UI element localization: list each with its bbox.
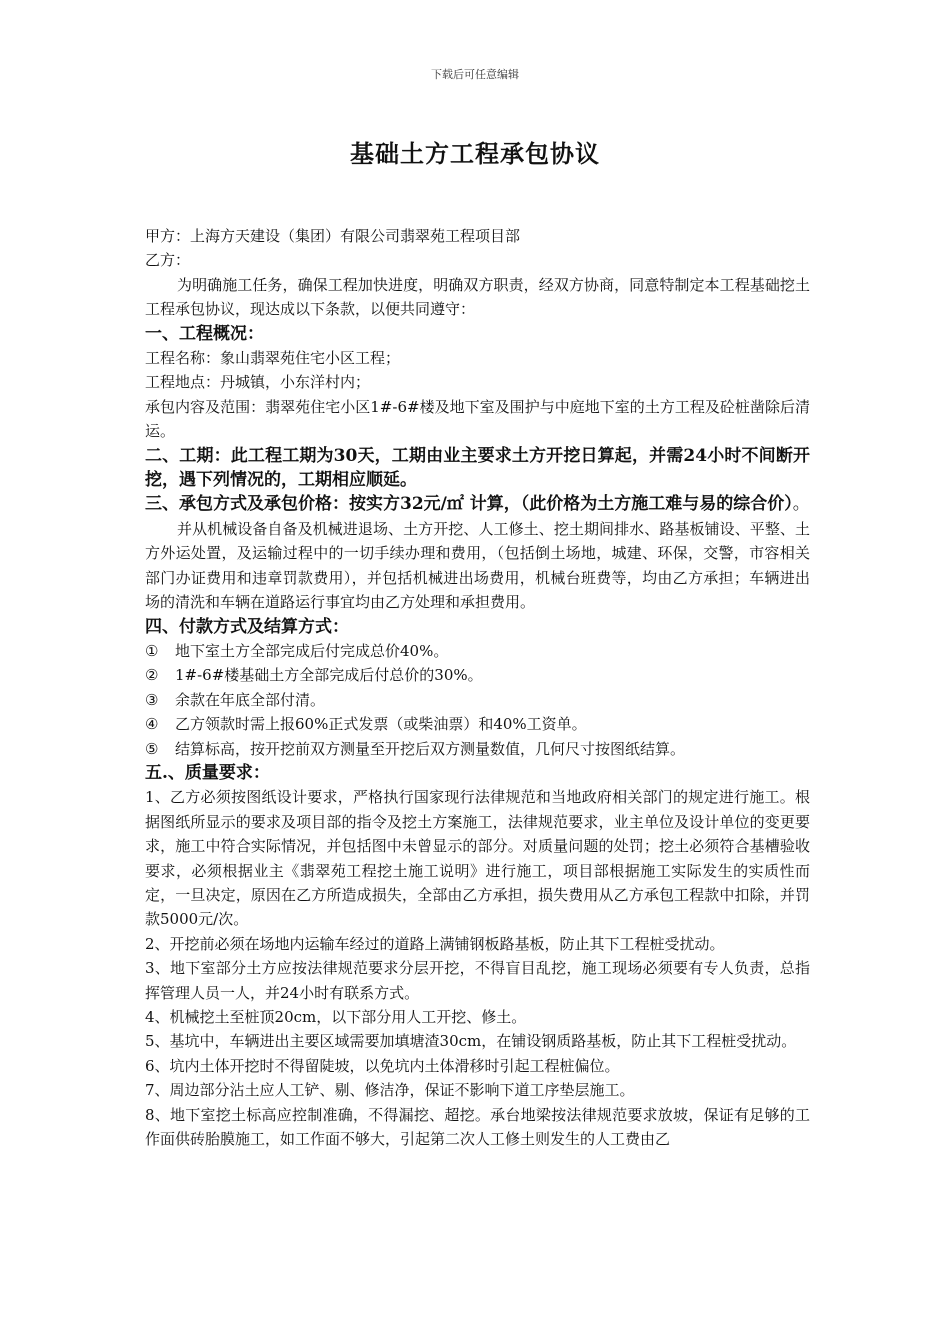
quality-item: 3、地下室部分土方应按法律规范要求分层开挖，不得盲目乱挖，施工现场必须要有专人负责，总指挥管理人员一人，并24小时有联系方式。 <box>145 959 810 1002</box>
project-name: 工程名称：象山翡翠苑住宅小区工程； <box>145 349 401 368</box>
payment-item <box>145 663 810 687</box>
section-5-heading: 五.、质量要求： <box>145 762 270 783</box>
payment-item-mark: ③ <box>145 690 159 709</box>
section-3-heading-text: 三、承包方式及承包价格：按实方32元/㎡ 计算，（此价格为土方施工难与易的综合价） <box>145 494 793 515</box>
party-a: 甲方：上海方天建设（集团）有限公司翡翠苑工程项目部 <box>145 227 521 245</box>
project-scope: 承包内容及范围：翡翠苑住宅小区1#-6#楼及地下室及围护与中庭地下室的土方工程及砼桩凿除后清运。 <box>145 397 810 441</box>
section-3-heading <box>145 492 810 516</box>
document-body <box>145 224 810 1151</box>
payment-item-text: 乙方领款时需上报60%正式发票（或柴油票）和40%工资单。 <box>175 715 587 734</box>
quality-item: 5、基坑中，车辆进出主要区域需要加填塘渣30cm，在铺设钢质路基板，防止其下工程桩受扰动。 <box>145 1032 797 1051</box>
payment-item-text: 1#-6#楼基础土方全部完成后付总价的30%。 <box>175 666 483 685</box>
payment-item-mark: ④ <box>145 715 159 734</box>
quality-item: 4、机械挖土至桩顶20cm，以下部分用人工开挖、修土。 <box>145 1008 527 1026</box>
payment-item <box>145 688 810 712</box>
quality-item: 7、周边部分沾土应人工铲、剔、修洁净，保证不影响下道工序垫层施工。 <box>145 1081 635 1100</box>
payment-item <box>145 712 810 736</box>
payment-item <box>145 737 810 761</box>
section-4-heading: 四、付款方式及结算方式： <box>145 616 349 637</box>
party-b: 乙方： <box>145 251 191 270</box>
payment-item-text: 地下室土方全部完成后付完成总价40%。 <box>175 641 449 660</box>
payment-item-text: 余款在年底全部付清。 <box>175 690 326 709</box>
quality-item: 2、开挖前必须在场地内运输车经过的道路上满铺钢板路基板，防止其下工程桩受扰动。 <box>145 934 725 953</box>
project-site: 工程地点：丹城镇，小东洋村内； <box>145 373 371 392</box>
section-2-heading: 二、工期：此工程工期为30天，工期由业主要求土方开挖日算起，并需24小时不间断开挖，遇下列情况的，工期相应顺延。 <box>145 445 810 491</box>
payment-item-text: 结算标高，按开挖前双方测量至开挖后双方测量数值，几何尺寸按图纸结算。 <box>175 739 686 758</box>
payment-item <box>145 639 810 663</box>
payment-item-mark: ② <box>145 666 159 685</box>
quality-item: 1、乙方必须按图纸设计要求，严格执行国家现行法律规范和当地政府相关部门的规定进行施工。根据图纸所显示的要求及项目部的指令及挖土方案施工，法律规范要求，业主单位及设计单位的变更要求，施工中符合实际情况，并包括图中未曾显示的部分。对质量问题的处罚；挖土必须符合基槽验收要求，必须根据业主《翡翠苑工程挖土施工说明》进行施工，项目部根据施工实际发生的实质性而定，一旦决定，原因在乙方所造成损失，全部由乙方承担，损失费用从乙方承包工程款中扣除，并罚款5000元/次。 <box>145 788 810 929</box>
quality-item: 8、地下室挖土标高应控制准确，不得漏挖、超挖。承台地梁按法律规范要求放坡，保证有足够的工作面供砖胎膜施工，如工作面不够大，引起第二次人工修土则发生的人工费由乙 <box>145 1105 810 1149</box>
section-3-heading-tail: 。 <box>792 494 810 515</box>
section-3-detail: 并从机械设备自备及机械进退场、土方开挖、人工修土、挖土期间排水、路基板铺设、平整、土方外运处置，及运输过程中的一切手续办理和费用，（包括倒土场地，城建、环保，交警，市容相关部门办证费用和违章罚款费用），并包括机械进出场费用，机械台班费等，均由乙方承担；车辆进出场的清洗和车辆在道路运行事宜均由乙方处理和承担费用。 <box>145 519 810 612</box>
document-title: 基础土方工程承包协议 <box>350 139 600 168</box>
intro-paragraph: 为明确施工任务，确保工程加快进度，明确双方职责，经双方协商，同意特制定本工程基础挖土工程承包协议，现达成以下条款，以便共同遵守： <box>145 275 810 319</box>
header-note: 下载后可任意编辑 <box>431 68 519 81</box>
quality-item: 6、坑内土体开挖时不得留陡坡，以免坑内土体滑移时引起工程桩偏位。 <box>145 1056 620 1075</box>
section-1-heading: 一、工程概况： <box>145 323 264 344</box>
payment-item-mark: ① <box>145 641 159 660</box>
payment-item-mark: ⑤ <box>145 739 159 758</box>
